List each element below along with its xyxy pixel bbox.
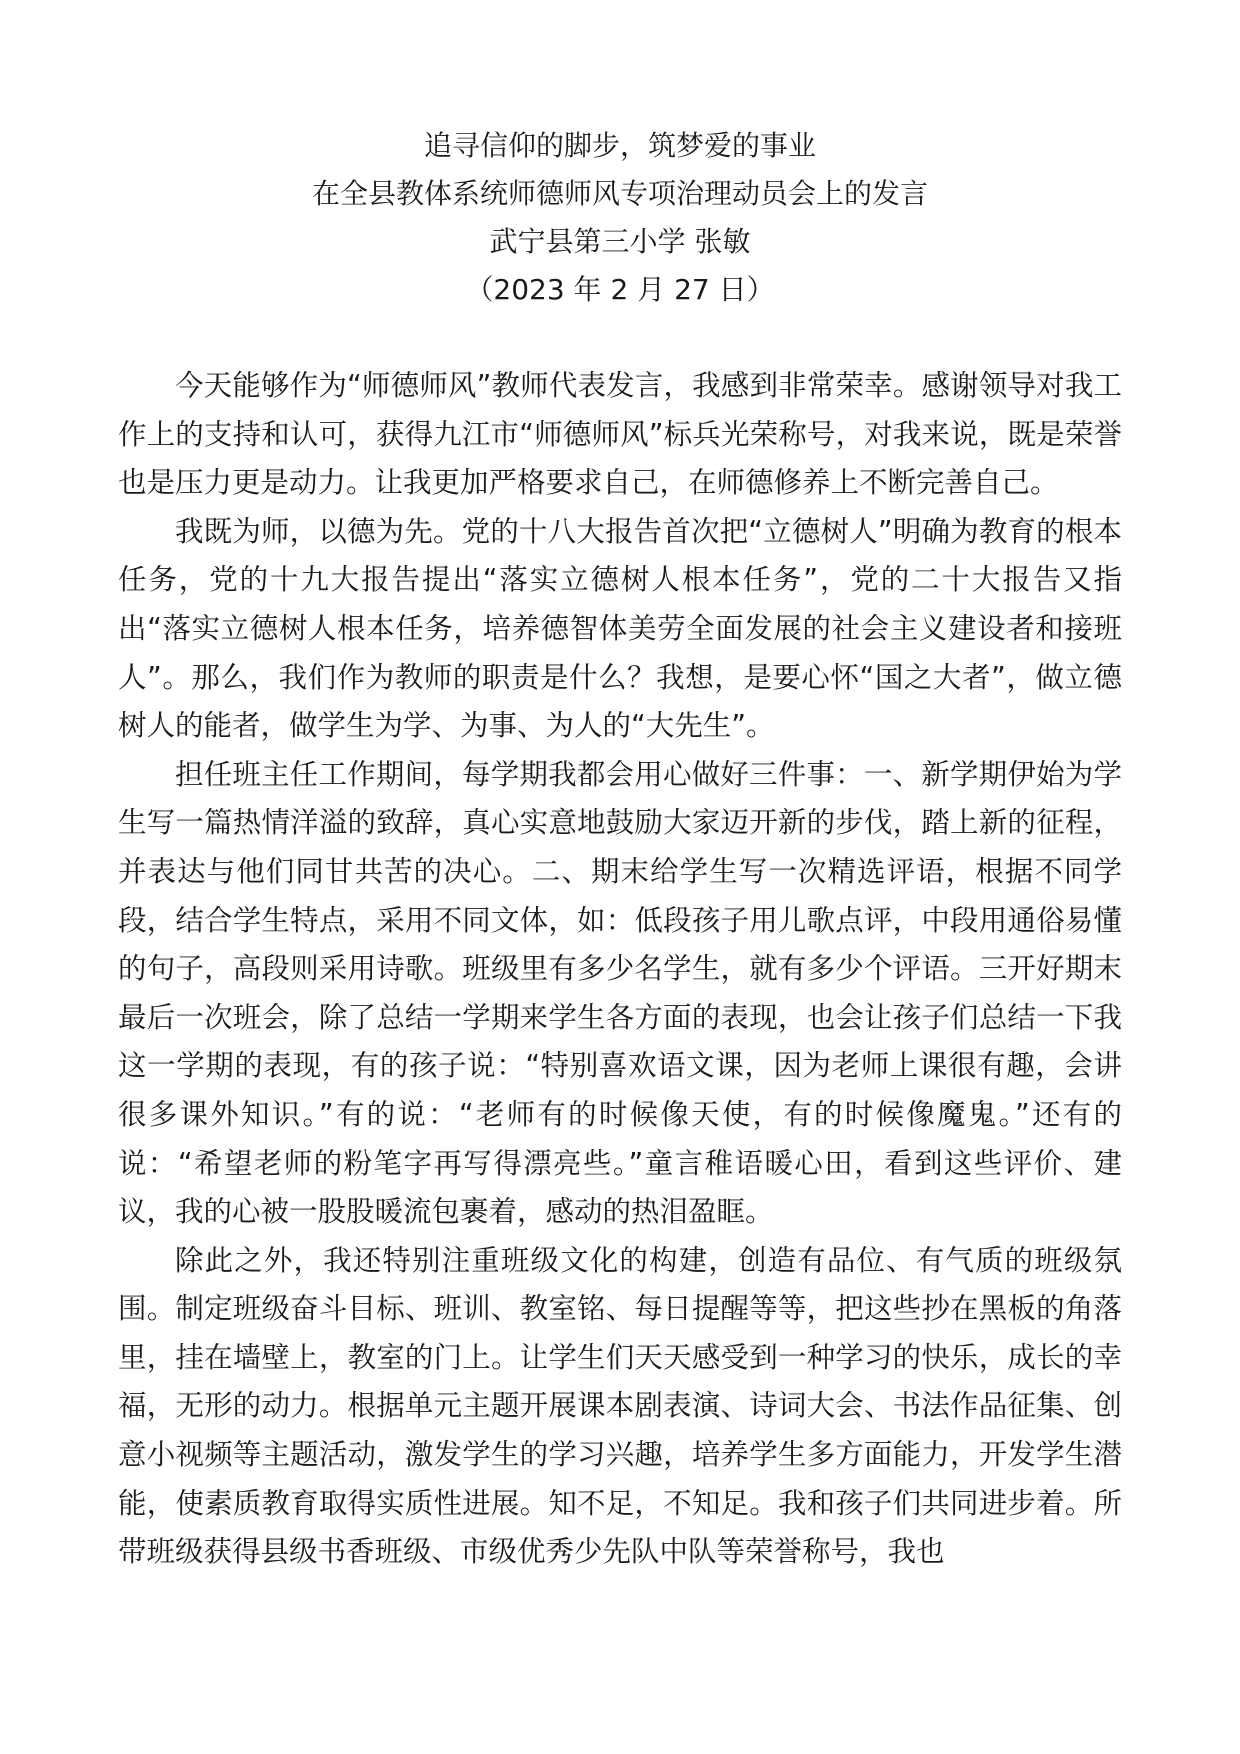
body-paragraph: 除此之外，我还特别注重班级文化的构建，创造有品位、有气质的班级氛围。制定班级奋斗目标、班训、教室铭、每日提醒等等，把这些抄在黑板的角落里，挂在墙壁上，教室的门上。让学生们天天感受到一种学习的快乐，成长的幸福，无形的动力。根据单元主题开展课本剧表演、诗词大会、书法作品征集、创意小视频等主题活动，激发学生的学习兴趣，培养学生多方面能力，开发学生潜能，使素质教育取得实质性进展。知不足，不知足。我和孩子们共同进步着。所带班级获得县级书香班级、市级优秀少先队中队等荣誉称号，我也	[118, 1243, 1122, 1569]
body-paragraph: 我既为师，以德为先。党的十八大报告首次把“立德树人”明确为教育的根本任务，党的十九大报告提出“落实立德树人根本任务”，党的二十大报告又指出“落实立德树人根本任务，培养德智体美劳全面发展的社会主义建设者和接班人”。那么，我们作为教师的职责是什么？我想，是要心怀“国之大者”，做立德树人的能者，做学生为学、为事、为人的“大先生”。	[118, 514, 1122, 743]
speech-author: 武宁县第三小学 张敏	[489, 225, 751, 258]
speech-date: （2023 年 2 月 27 日）	[465, 273, 775, 306]
speech-subtitle: 在全县教体系统师德师风专项治理动员会上的发言	[311, 177, 928, 210]
body-paragraph: 担任班主任工作期间，每学期我都会用心做好三件事：一、新学期伊始为学生写一篇热情洋溢的致辞，真心实意地鼓励大家迈开新的步伐，踏上新的征程，并表达与他们同甘共苦的决心。二、期末给学生写一次精选评语，根据不同学段，结合学生特点，采用不同文体，如：低段孩子用儿歌点评，中段用通俗易懂的句子，高段则采用诗歌。班级里有多少名学生，就有多少个评语。三开好期末最后一次班会，除了总结一学期来学生各方面的表现，也会让孩子们总结一下我这一学期的表现，有的孩子说：“特别喜欢语文课，因为老师上课很有趣，会讲很多课外知识。”有的说：“老师有的时候像天使，有的时候像魔鬼。”还有的说：“希望老师的粉笔字再写得漂亮些。”童言稚语暖心田，看到这些评价、建议，我的心被一股股暖流包裹着，感动的热泪盈眶。	[118, 757, 1122, 1229]
body-paragraph: 今天能够作为“师德师风”教师代表发言，我感到非常荣幸。感谢领导对我工作上的支持和认可，获得九江市“师德师风”标兵光荣称号，对我来说，既是荣誉也是压力更是动力。让我更加严格要求自己，在师德修养上不断完善自己。	[118, 369, 1122, 500]
speech-title: 追寻信仰的脚步，筑梦爱的事业	[423, 129, 816, 162]
speech-header	[0, 122, 1240, 314]
speech-body	[118, 362, 1122, 1577]
